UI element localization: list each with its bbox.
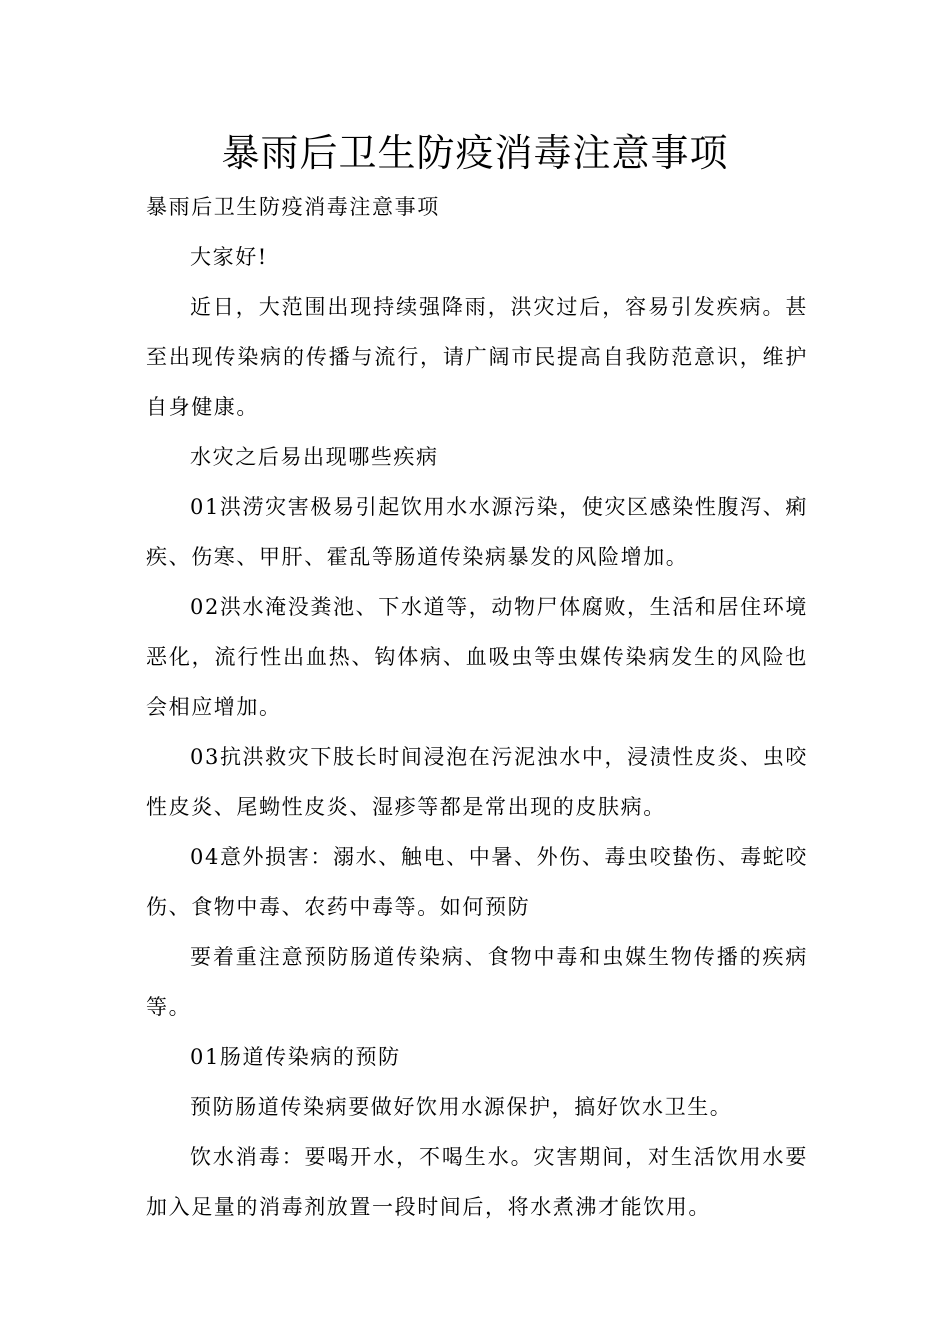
section-heading-intestinal: 01肠道传染病的预防 — [190, 1045, 401, 1069]
disease-item-03: 03抗洪救灾下肢长时间浸泡在污泥浊水中，浸渍性皮炎、虫咬性皮炎、尾蚴性皮炎、湿疹等都是常出现的皮肤病。 — [146, 745, 808, 819]
prevention-intro-paragraph: 要着重注意预防肠道传染病、食物中毒和虫媒生物传播的疾病等。 — [146, 945, 808, 1019]
document-subtitle: 暴雨后卫生防疫消毒注意事项 — [146, 195, 440, 219]
water-disinfection-paragraph: 饮水消毒：要喝开水，不喝生水。灾害期间，对生活饮用水要加入足量的消毒剂放置一段时间后，将水煮沸才能饮用。 — [146, 1145, 808, 1219]
document-body — [146, 182, 808, 1232]
disease-item-04: 04意外损害：溺水、触电、中暑、外伤、毒虫咬蛰伤、毒蛇咬伤、食物中毒、农药中毒等。如何预防 — [146, 845, 808, 919]
disease-item-01: 01洪涝灾害极易引起饮用水水源污染，使灾区感染性腹泻、痢疾、伤寒、甲肝、霍乱等肠道传染病暴发的风险增加。 — [146, 495, 808, 569]
document-title: 暴雨后卫生防疫消毒注意事项 — [221, 131, 729, 175]
intestinal-prevention-paragraph: 预防肠道传染病要做好饮用水源保护，搞好饮水卫生。 — [190, 1095, 733, 1119]
greeting-paragraph: 大家好! — [190, 245, 268, 269]
disease-item-02: 02洪水淹没粪池、下水道等，动物尸体腐败，生活和居住环境恶化，流行性出血热、钩体病、血吸虫等虫媒传染病发生的风险也会相应增加。 — [146, 595, 808, 719]
intro-paragraph: 近日，大范围出现持续强降雨，洪灾过后，容易引发疾病。甚至出现传染病的传播与流行，请广阔市民提高自我防范意识，维护自身健康。 — [146, 295, 808, 419]
section-heading-diseases: 水灾之后易出现哪些疾病 — [190, 445, 439, 469]
